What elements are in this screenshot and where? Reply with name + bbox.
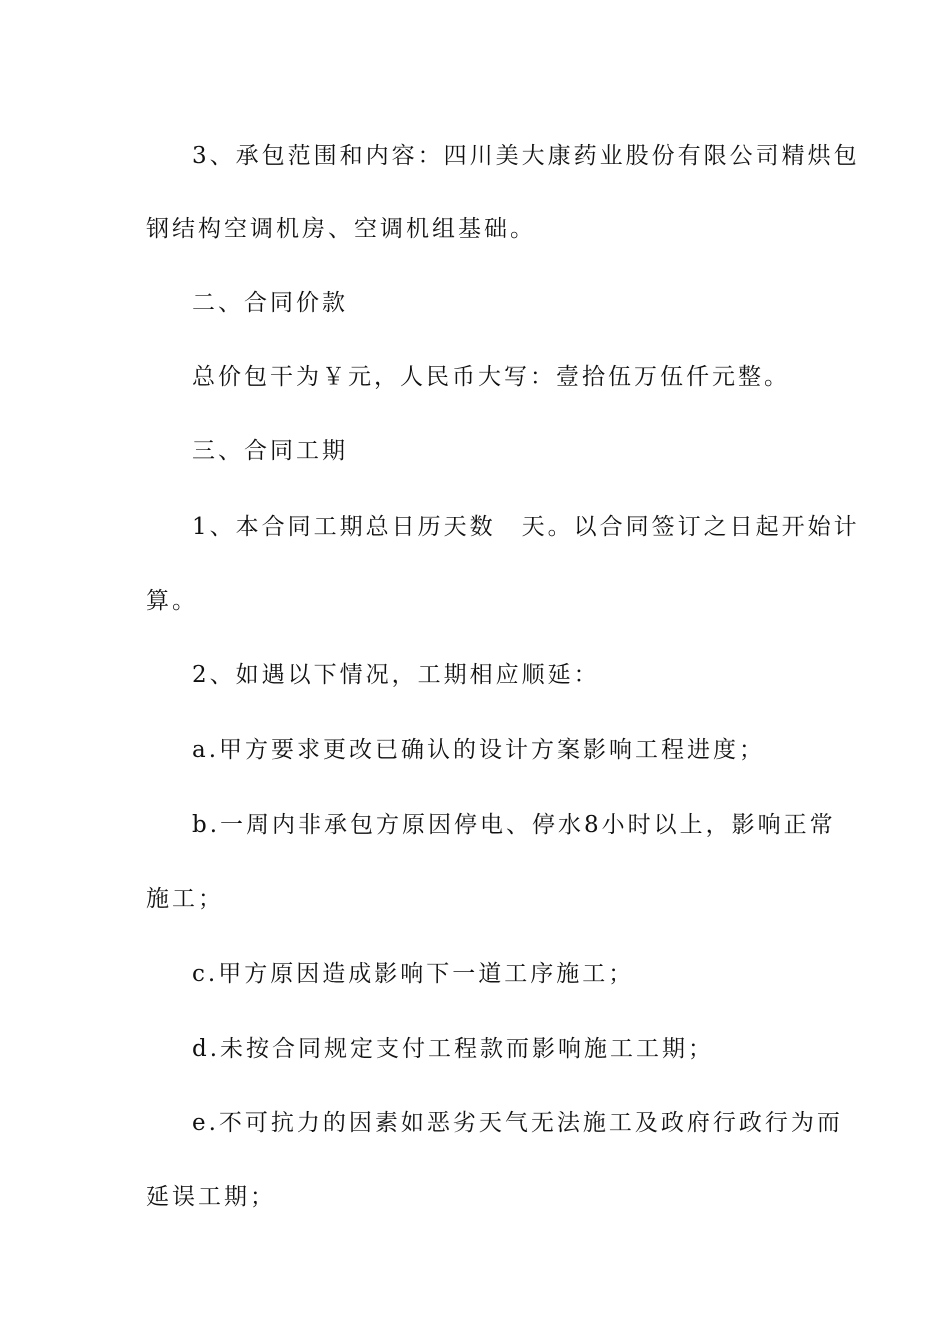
- paragraph-duration-line-1: 1、本合同工期总日历天数 天。以合同签订之日起开始计: [192, 514, 860, 540]
- paragraph-total-price: 总价包干为￥元，人民币大写：壹拾伍万伍仟元整。: [192, 364, 790, 390]
- list-item-e-line-1: e.不可抗力的因素如恶劣天气无法施工及政府行政行为而: [192, 1110, 843, 1136]
- list-item-e-line-2: 延误工期；: [146, 1184, 276, 1210]
- section-heading-contract-duration: 三、合同工期: [192, 438, 348, 464]
- paragraph-scope-line-2: 钢结构空调机房、空调机组基础。: [146, 216, 536, 242]
- paragraph-scope-line-1: 3、承包范围和内容：四川美大康药业股份有限公司精烘包: [192, 143, 860, 169]
- list-item-b-line-2: 施工；: [146, 886, 224, 912]
- paragraph-extension-intro: 2、如遇以下情况，工期相应顺延：: [192, 662, 600, 688]
- list-item-c: c.甲方原因造成影响下一道工序施工；: [192, 961, 635, 987]
- list-item-a: a.甲方要求更改已确认的设计方案影响工程进度；: [192, 737, 766, 763]
- paragraph-duration-line-2: 算。: [146, 588, 198, 614]
- list-item-d: d.未按合同规定支付工程款而影响施工工期；: [192, 1036, 715, 1062]
- list-item-b-line-1: b.一周内非承包方原因停电、停水8小时以上，影响正常: [192, 812, 836, 838]
- section-heading-contract-price: 二、合同价款: [192, 290, 348, 316]
